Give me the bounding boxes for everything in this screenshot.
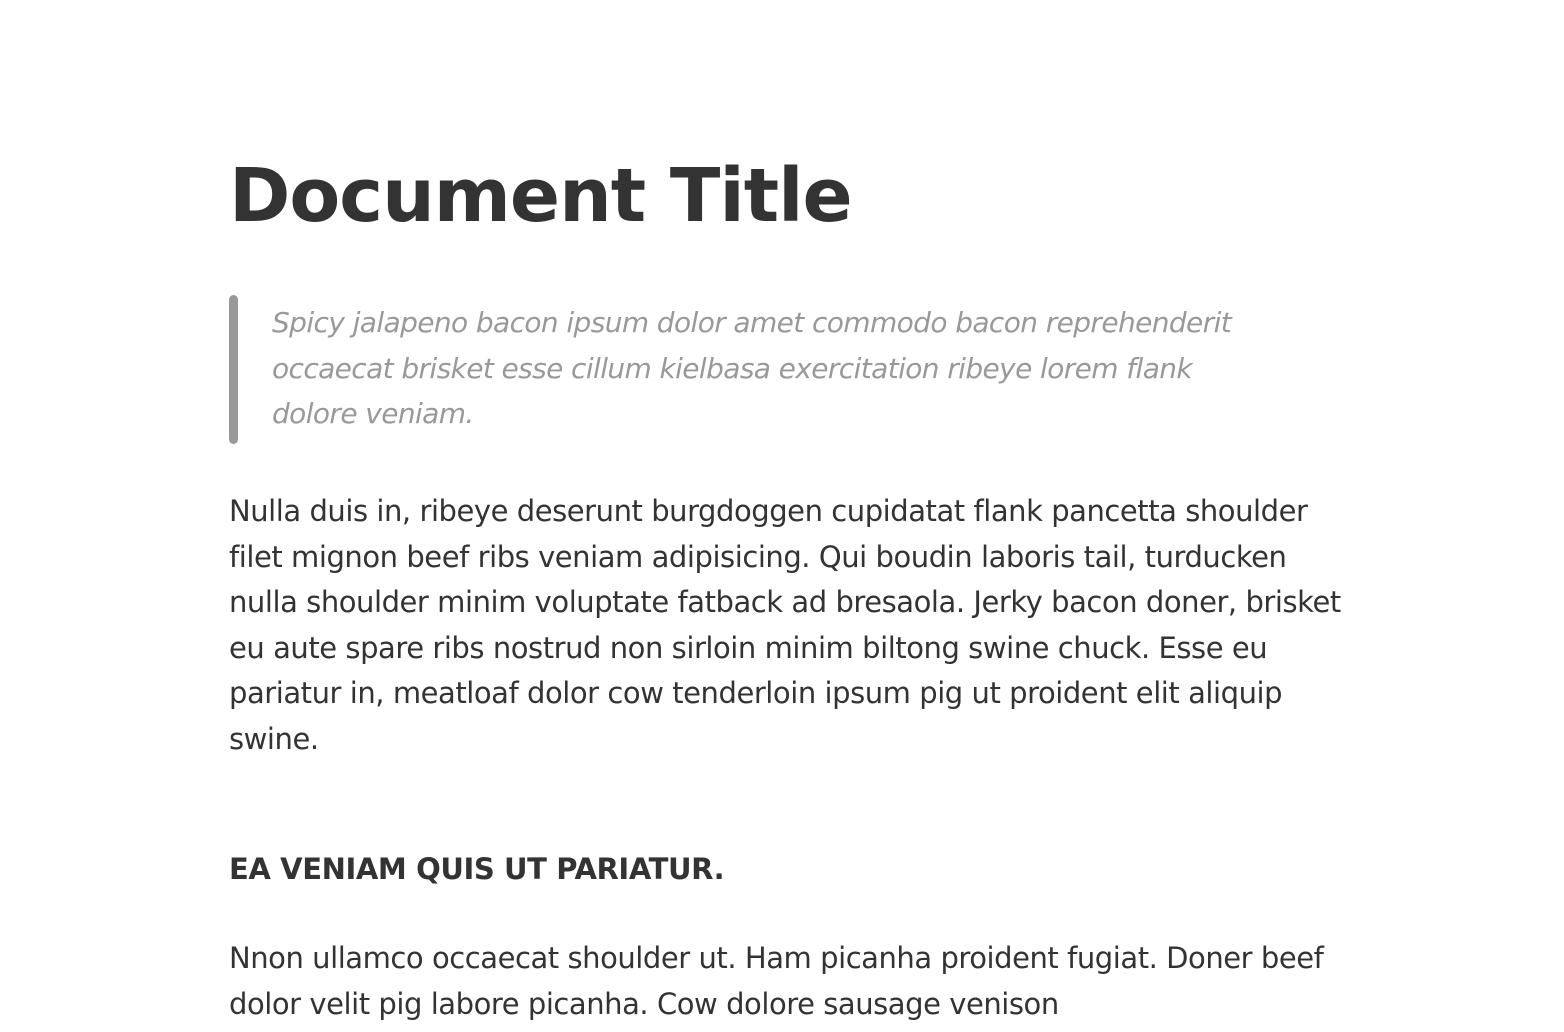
section-heading: EA VENIAM QUIS UT PARIATUR. [229, 852, 725, 886]
body-paragraph-1: Nulla duis in, ribeye deserunt burgdoggen cupidatat flank pancetta shoulder filet mignon beef ribs veniam adipisicing. Qui boudin laboris tail, turducken nulla shoulder minim voluptate fatback ad bresaola. Jerky bacon doner, brisket eu aute spare ribs nostrud non sirloin minim biltong swine chuck. Esse eu pariatur in, meatloaf dolor cow tenderloin ipsum pig ut proident elit aliquip swine. [229, 494, 1341, 756]
document-title: Document Title [229, 153, 852, 239]
quote-bar [229, 295, 238, 444]
quote-text: Spicy jalapeno bacon ipsum dolor amet commodo bacon reprehenderit occaecat brisket esse cillum kielbasa exercitation ribeye lorem flank dolore veniam. [272, 306, 1232, 430]
body-paragraph-2: Nnon ullamco occaecat shoulder ut. Ham picanha proident fugiat. Doner beef dolor velit pig labore picanha. Cow dolore sausage venison [229, 941, 1324, 1021]
pull-quote [229, 295, 1289, 444]
